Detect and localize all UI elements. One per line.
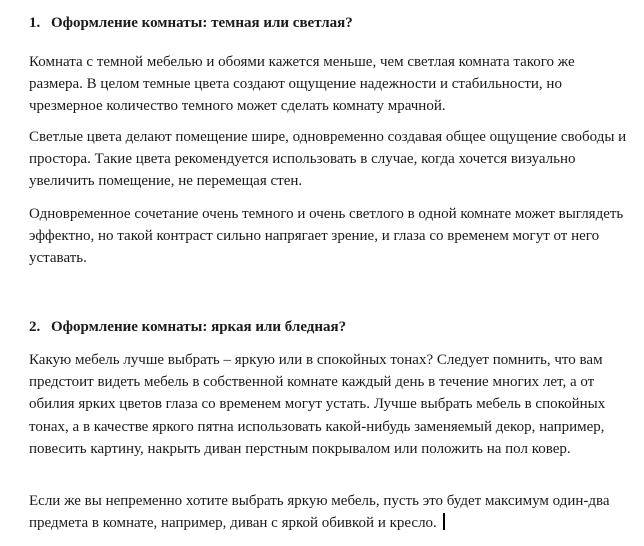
text-cursor	[443, 513, 445, 530]
paragraph: Какую мебель лучше выбрать – яркую или в спокойных тонах? Следует помнить, что вам предстоит видеть мебель в собственной комнате каждый день в течение многих лет, а от обилия ярких цветов глаза со временем могут устать. Лучше выбрать мебель в спокойных тонах, а в качестве яркого пятна использовать какой-нибудь заменяемый декор, например, повесить картину, накрыть диван перстным покрывалом или положить на пол ковер.	[29, 352, 606, 457]
section-1	[29, 14, 632, 32]
section-number: 2.	[29, 319, 41, 335]
paragraph-text: Если же вы непременно хотите выбрать яркую мебель, пусть это будет максимум один-два предмета в комнате, например, диван с яркой обивкой и кресло.	[29, 493, 610, 532]
paragraph-last	[29, 490, 632, 534]
section-heading	[29, 14, 632, 32]
section-number: 1.	[29, 15, 41, 31]
section-2	[29, 318, 632, 336]
section-title: Оформление комнаты: яркая или бледная?	[51, 319, 347, 335]
paragraph: Светлые цвета делают помещение шире, одновременно создавая общее ощущение свободы и простора. Такие цвета рекомендуется использовать в случае, когда хочется визуально увеличить помещение, не перемещая стен.	[29, 129, 627, 190]
paragraph: Комната с темной мебелью и обоями кажется меньше, чем светлая комната такого же размера. В целом темные цвета создают ощущение надежности и стабильности, но чрезмерное количество темного может сделать комнату мрачной.	[29, 54, 575, 115]
section-heading	[29, 318, 632, 336]
section-title: Оформление комнаты: темная или светлая?	[51, 15, 353, 31]
paragraph: Одновременное сочетание очень темного и очень светлого в одной комнате может выглядеть эффектно, но такой контраст сильно напрягает зрение, и глаза со временем могут от него уставать.	[29, 206, 624, 267]
